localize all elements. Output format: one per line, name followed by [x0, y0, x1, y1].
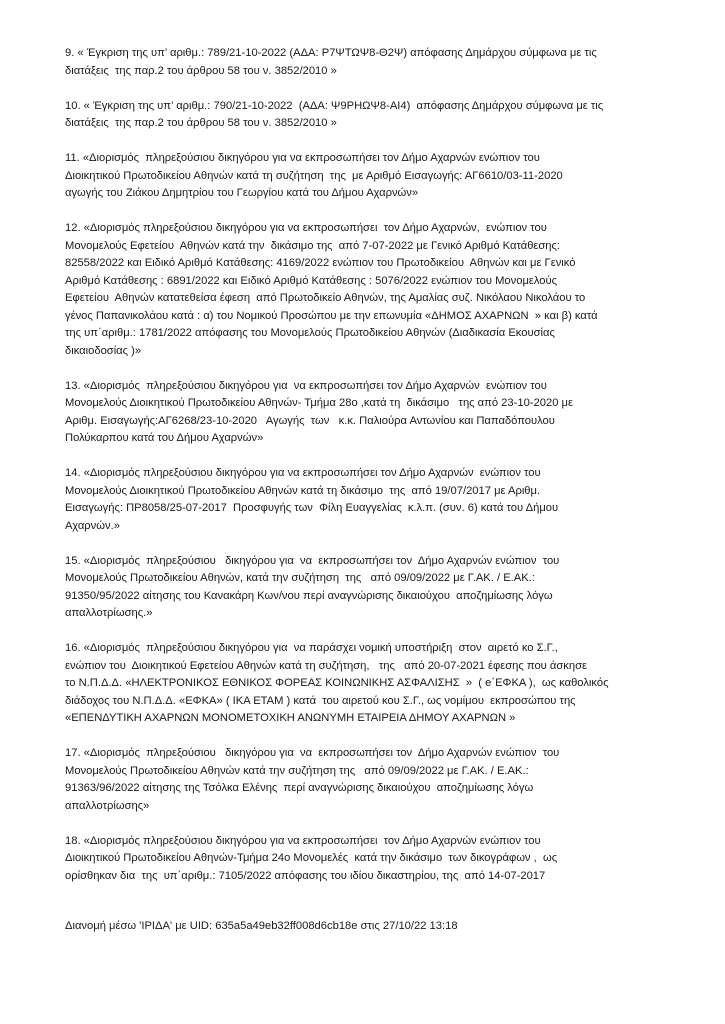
agenda-item [65, 98, 665, 133]
agenda-item [65, 745, 665, 815]
agenda-item-line: 91363/96/2022 αίτησης της Τσόλκα Ελένης περί αναγνώρισης δικαιούχου αποζημίωσης λόγω [65, 782, 534, 794]
agenda-item [65, 45, 665, 80]
agenda-item-line: το Ν.Π.Δ.Δ. «ΗΛΕΚΤΡΟΝΙΚΟΣ ΕΘΝΙΚΟΣ ΦΟΡΕΑΣ ΚΟΙΝΩΝΙΚΗΣ ΑΣΦΑΛΙΣΗΣ » ( e΄ΕΦΚΑ ), ως καθολικός [65, 677, 609, 689]
agenda-item-line: «ΕΠΕΝΔΥΤΙΚΗ ΑΧΑΡΝΩΝ ΜΟΝΟΜΕΤΟΧΙΚΗ ΑΝΩΝΥΜΗ ΕΤΑΙΡΕΙΑ ΔΗΜΟΥ ΑΧΑΡΝΩΝ » [65, 712, 516, 724]
agenda-item-line: διατάξεις της παρ.2 του άρθρου 58 του ν. 3852/2010 » [65, 117, 337, 129]
agenda-item-line: Μονομελούς Πρωτοδικείου Αθηνών κατά την συζήτηση της από 09/09/2022 με Γ.ΑΚ. / Ε.ΑΚ.: [65, 764, 529, 777]
agenda-item-line: 16. «Διορισμός πληρεξούσιου δικηγόρου για να παράσχει νομική υποστήριξη στον αιρετό κο Σ.Γ., [65, 642, 558, 654]
agenda-item-line: διάδοχος του Ν.Π.Δ.Δ. «ΕΦΚΑ» ( ΙΚΑ ΕΤΑΜ ) κατά του αιρετού κου Σ.Γ., ως νομίμου εκπροσώπου της [65, 694, 576, 707]
agenda-item-line: 14. «Διορισμός πληρεξούσιου δικηγόρου για να εκπροσωπήσει τον Δήμο Αχαρνών ενώπιον του [65, 467, 541, 479]
agenda-item-line: Αριθμ. Εισαγωγής:ΑΓ6268/23-10-2020 Αγωγής των κ.κ. Παλιούρα Αντωνίου και Παπαδόπουλου [65, 414, 555, 427]
agenda-item-line: γένος Παπανικολάου κατά : α) του Νομικού Προσώπου με την επωνυμία «ΔΗΜΟΣ ΑΧΑΡΝΩΝ » και β) κατά [65, 309, 598, 322]
distribution-footer: Διανομή μέσω 'ΙΡΙΔΑ' με UID: 635a5a49eb32ff008d6cb18e στις 27/10/22 13:18 [65, 920, 458, 932]
agenda-item-line: 9. « Έγκριση της υπ’ αριθμ.: 789/21-10-2022 (ΑΔΑ: Ρ7ΨΤΩΨ8-Θ2Ψ) απόφασης Δημάρχου σύμφωνα με τις [65, 47, 597, 59]
agenda-item-line: 91350/95/2022 αίτησης του Κανακάρη Κων/νου περί αναγνώρισης δικαιούχου αποζημίωσης λόγω [65, 589, 553, 602]
agenda-item [65, 220, 665, 360]
agenda-item [65, 640, 665, 728]
agenda-item-line: 13. «Διορισμός πληρεξούσιου δικηγόρου για να εκπροσωπήσει τον Δήμο Αχαρνών ενώπιον του [65, 379, 547, 392]
agenda-item-line: Αχαρνών.» [65, 519, 120, 532]
agenda-item-line: 11. «Διορισμός πληρεξούσιου δικηγόρου για να εκπροσωπήσει τον Δήμο Αχαρνών ενώπιον του [65, 152, 540, 164]
agenda-item-line: Αριθμό Κατάθεσης : 6891/2022 και Ειδικό Αριθμό Κατάθεσης : 5076/2022 ενώπιον του Μονομελούς [65, 274, 558, 287]
agenda-item-line: 82558/2022 και Ειδικό Αριθμό Κατάθεσης: 4169/2022 ενώπιον του Πρωτοδικείου Αθηνών και με Γενικό [65, 257, 576, 269]
agenda-item-line: Διοικητικού Πρωτοδικείου Αθηνών-Τμήμα 24ο Μονομελές κατά την δικάσιμο των δικογράφων , ως [65, 852, 558, 864]
agenda-item-line: δικαιοδοσίας )» [65, 344, 142, 357]
agenda-item-line: Μονομελούς Εφετείου Αθηνών κατά την δικάσιμο της από 7-07-2022 με Γενικό Αριθμό Κατάθεσης: [65, 239, 561, 252]
agenda-item-line: Πολύκαρπου κατά του Δήμου Αχαρνών» [65, 432, 264, 444]
agenda-item [65, 150, 665, 203]
agenda-item-line: 12. «Διορισμός πληρεξούσιου δικηγόρου για να εκπροσωπήσει τον Δήμο Αχαρνών, ενώπιον του [65, 222, 547, 234]
agenda-item [65, 465, 665, 535]
agenda-item-line: ενώπιον του Διοικητικού Εφετείου Αθηνών κατά τη συζήτηση, της από 20-07-2021 έφεσης που άσκησε [65, 659, 587, 672]
agenda-item [65, 553, 665, 623]
agenda-item-line: απαλλοτρίωσης.» [65, 607, 153, 619]
agenda-item-line: Μονομελούς Διοικητικού Πρωτοδικείου Αθηνών κατά τη δικάσιμο της από 19/07/2017 με Αριθμ. [65, 484, 541, 497]
agenda-item-line: της υπ΄αριθμ.: 1781/2022 απόφασης του Μονομελούς Πρωτοδικείου Αθηνών (Διαδικασία Εκουσίας [65, 327, 555, 339]
agenda-item-line: ορίσθηκαν δια της υπ΄αριθμ.: 7105/2022 απόφασης του ιδίου δικαστηρίου, της από 14-07-2017 [65, 869, 546, 882]
agenda-item-line: 17. «Διορισμός πληρεξούσιου δικηγόρου για να εκπροσωπήσει τον Δήμο Αχαρνών ενώπιον του [65, 747, 560, 759]
agenda-item [65, 833, 665, 886]
agenda-item-line: αγωγής του Ζιάκου Δημητρίου του Γεωργίου κατά του Δήμου Αχαρνών» [65, 187, 419, 199]
agenda-item-line: απαλλοτρίωσης» [65, 799, 150, 812]
agenda-item-line: Εφετείου Αθηνών κατατεθείσα έφεση από Πρωτοδικείο Αθηνών, της Αμαλίας συζ. Νικόλαου Νικολάου το [65, 292, 586, 304]
agenda-item-line: διατάξεις της παρ.2 του άρθρου 58 του ν. 3852/2010 » [65, 64, 337, 77]
agenda-item-line: Εισαγωγής: ΠΡ8058/25-07-2017 Προσφυγής των Φίλη Ευαγγελίας κ.λ.π. (συν. 6) κατά του Δήμου [65, 502, 559, 514]
agenda-item-line: Μονομελούς Διοικητικού Πρωτοδικείου Αθηνών- Τμήμα 28ο ,κατά τη δικάσιμο της από 23-10-2020 με [65, 397, 573, 409]
agenda-item-line: 18. «Διορισμός πληρεξούσιου δικηγόρου για να εκπροσωπήσει τον Δήμο Αχαρνών ενώπιον του [65, 834, 541, 847]
agenda-item-line: 10. « Έγκριση της υπ’ αριθμ.: 790/21-10-2022 (ΑΔΑ: Ψ9ΡΗΩΨ8-ΑΙ4) απόφασης Δημάρχου σύμφωνα με τις [65, 99, 604, 112]
agenda-items [65, 45, 665, 903]
agenda-item-line: Μονομελούς Πρωτοδικείου Αθηνών, κατά την συζήτηση της από 09/09/2022 με Γ.ΑΚ. / Ε.ΑΚ.: [65, 572, 535, 584]
agenda-item-line: Διοικητικού Πρωτοδικείου Αθηνών κατά τη συζήτηση της με Αριθμό Εισαγωγής: ΑΓ6610/03-11-2020 [65, 169, 563, 182]
agenda-item-line: 15. «Διορισμός πληρεξούσιου δικηγόρου για να εκπροσωπήσει τον Δήμο Αχαρνών ενώπιον του [65, 554, 560, 567]
agenda-item [65, 378, 665, 448]
